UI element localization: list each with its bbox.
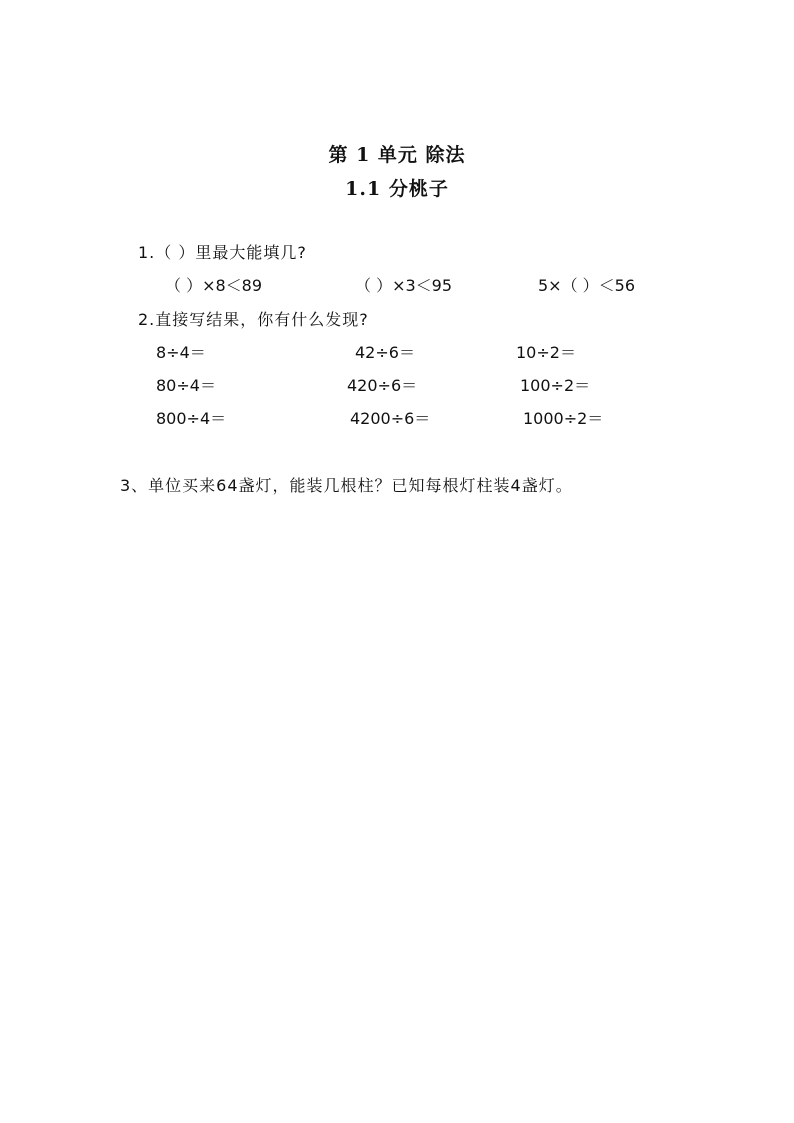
question-2-cell: 8÷4＝ bbox=[156, 343, 206, 362]
question-1-item-3: 5×（ ）＜56 bbox=[538, 276, 636, 295]
question-2-cell: 10÷2＝ bbox=[516, 343, 576, 362]
question-1-item-1: （ ）×8＜89 bbox=[165, 276, 263, 295]
question-1-prompt: 1.（ ）里最大能填几? bbox=[138, 243, 307, 262]
question-2-cell: 800÷4＝ bbox=[156, 409, 227, 428]
question-2-cell: 420÷6＝ bbox=[347, 376, 418, 395]
lesson-title: 1.1 分桃子 bbox=[345, 178, 449, 200]
question-2-cell: 100÷2＝ bbox=[520, 376, 591, 395]
unit-title: 第 1 单元 除法 bbox=[328, 144, 466, 166]
question-3-text: 3、单位买来64盏灯，能装几根柱？已知每根灯柱装4盏灯。 bbox=[120, 476, 573, 495]
question-2-cell: 4200÷6＝ bbox=[350, 409, 431, 428]
question-2-cell: 80÷4＝ bbox=[156, 376, 216, 395]
question-2-cell: 1000÷2＝ bbox=[523, 409, 604, 428]
question-2-prompt: 2.直接写结果，你有什么发现? bbox=[138, 310, 369, 329]
question-1-item-2: （ ）×3＜95 bbox=[355, 276, 453, 295]
question-2-cell: 42÷6＝ bbox=[355, 343, 415, 362]
